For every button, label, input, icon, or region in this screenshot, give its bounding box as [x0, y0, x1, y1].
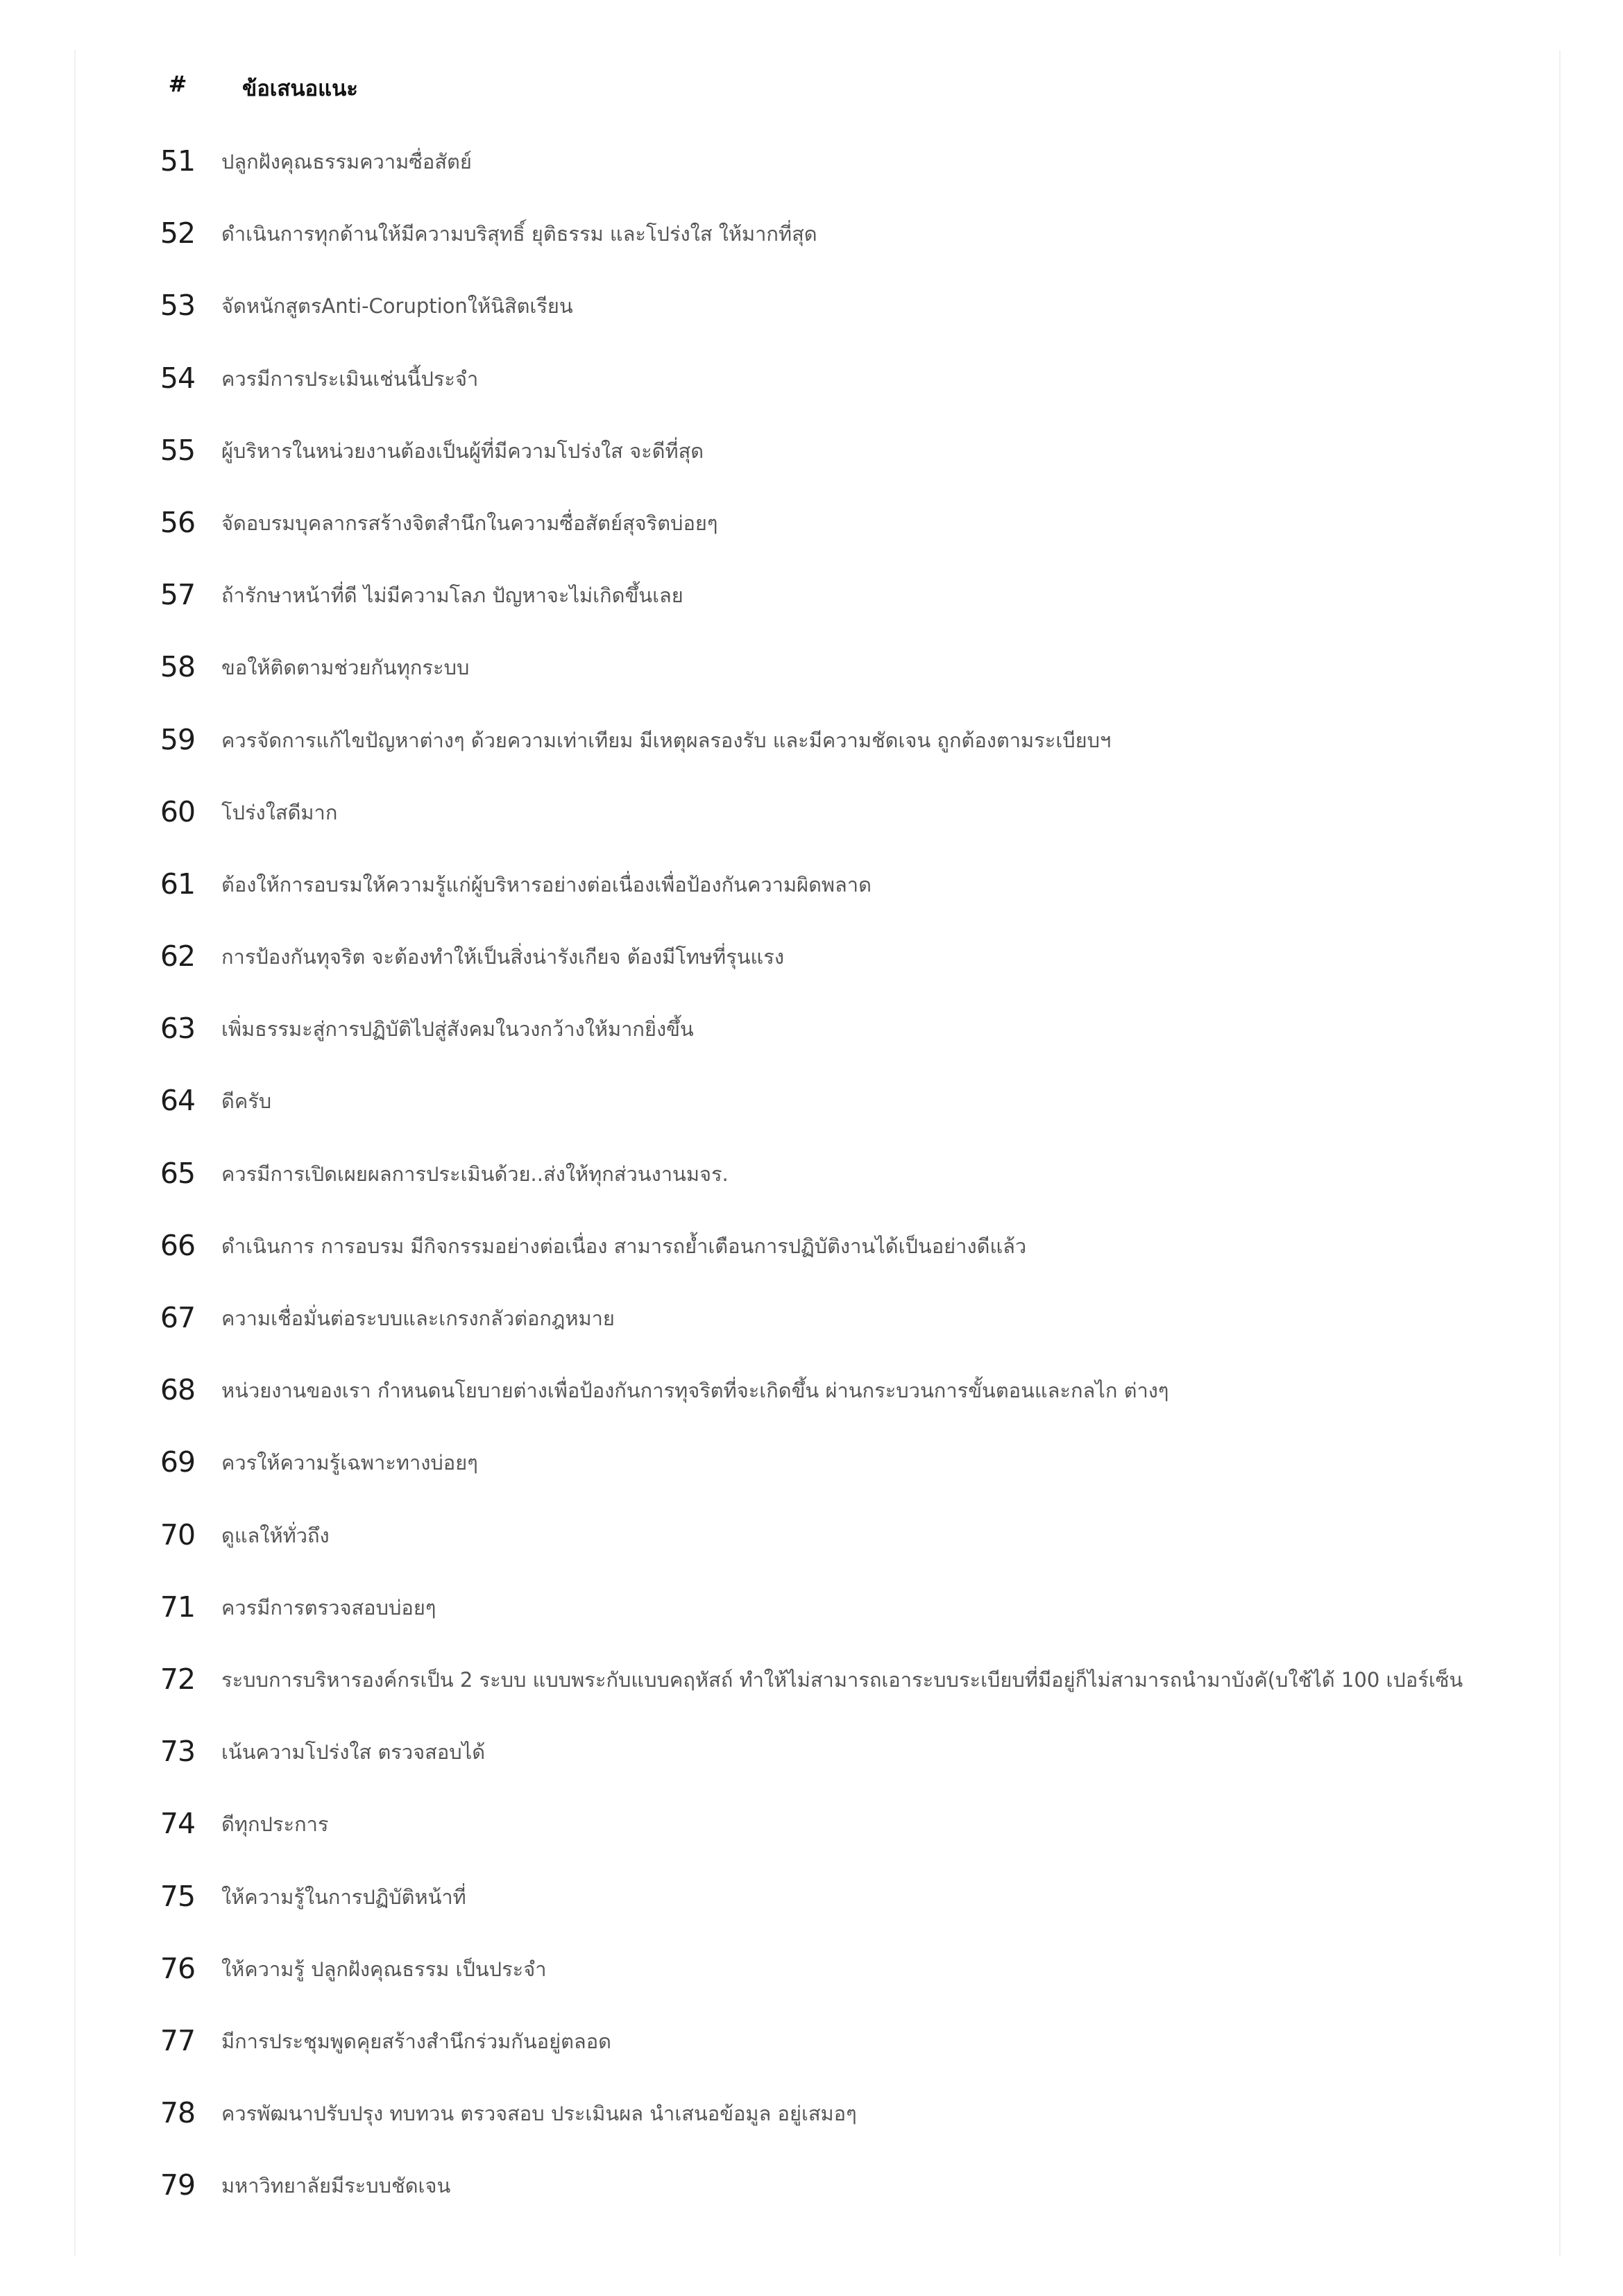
table-row	[76, 1999, 1559, 2071]
row-suggestion-text: ดำเนินการทุกด้านให้มีความบริสุทธิ์ ยุติธรรม และโปร่งใส ให้มากที่สุด	[221, 222, 817, 246]
row-number: 54	[160, 361, 196, 395]
table-row	[76, 625, 1559, 697]
table-row	[76, 2143, 1559, 2216]
row-number: 59	[160, 722, 196, 756]
table-row	[76, 409, 1559, 481]
row-suggestion-text: การป้องกันทุจริต จะต้องทำให้เป็นสิ่งน่ารังเกียจ ต้องมีโทษที่รุนแรง	[221, 945, 784, 969]
row-suggestion-text: ความเชื่อมั่นต่อระบบและเกรงกลัวต่อกฎหมาย	[221, 1307, 615, 1330]
row-number: 67	[160, 1301, 196, 1334]
row-suggestion-text: ดีครับ	[221, 1089, 272, 1114]
column-header-number: #	[168, 71, 187, 97]
table-row	[76, 842, 1559, 915]
table-row	[76, 1132, 1559, 1204]
row-number: 75	[160, 1879, 196, 1913]
row-number: 53	[160, 289, 196, 323]
suggestions-sheet	[74, 50, 1561, 2256]
table-row	[76, 2071, 1559, 2143]
table-row	[76, 119, 1559, 192]
row-suggestion-text: ต้องให้การอบรมให้ความรู้แก่ผู้บริหารอย่างต่อเนื่องเพื่อป้องกันความผิดพลาด	[221, 872, 872, 896]
row-suggestion-text: เน้นความโปร่งใส ตรวจสอบได้	[221, 1740, 486, 1764]
row-number: 76	[160, 1951, 196, 1985]
row-number: 79	[160, 2168, 196, 2202]
row-suggestion-text: ควรมีการตรวจสอบบ่อยๆ	[221, 1595, 436, 1619]
row-suggestion-text: ดีทุกประการ	[221, 1812, 329, 1837]
table-row	[76, 1420, 1559, 1493]
table-row	[76, 915, 1559, 987]
table-row	[76, 698, 1559, 770]
row-suggestion-text: จัดหนักสูตรAnti-Coruptionให้นิสิตเรียน	[221, 294, 573, 318]
row-number: 65	[160, 1156, 196, 1190]
table-row	[76, 1638, 1559, 1710]
row-number: 69	[160, 1445, 196, 1479]
table-row	[76, 1565, 1559, 1638]
row-suggestion-text: มหาวิทยาลัยมีระบบชัดเจน	[221, 2174, 451, 2198]
row-number: 71	[160, 1590, 196, 1624]
row-number: 58	[160, 650, 196, 684]
table-row	[76, 192, 1559, 264]
table-row	[76, 337, 1559, 409]
row-number: 60	[160, 794, 196, 828]
table-row	[76, 1348, 1559, 1420]
row-suggestion-text: ควรพัฒนาปรับปรุง ทบทวน ตรวจสอบ ประเมินผล นำเสนอข้อมูล อยู่เสมอๆ	[221, 2102, 857, 2126]
table-row	[76, 1493, 1559, 1565]
row-number: 61	[160, 867, 196, 901]
row-number: 63	[160, 1012, 196, 1046]
table-row	[76, 1059, 1559, 1131]
row-number: 77	[160, 2023, 196, 2057]
row-suggestion-text: ควรมีการเปิดเผยผลการประเมินด้วย..ส่งให้ทุกส่วนงานมจร.	[221, 1162, 729, 1186]
row-number: 78	[160, 2096, 196, 2130]
row-number: 62	[160, 939, 196, 973]
row-suggestion-text: โปร่งใสดีมาก	[221, 800, 338, 824]
table-row	[76, 264, 1559, 336]
table-row	[76, 1276, 1559, 1348]
table-row	[76, 1927, 1559, 1999]
row-suggestion-text: ควรให้ความรู้เฉพาะทางบ่อยๆ	[221, 1451, 478, 1475]
row-suggestion-text: ผู้บริหารในหน่วยงานต้องเป็นผู้ที่มีความโปร่งใส จะดีที่สุด	[221, 439, 704, 463]
table-row	[76, 481, 1559, 553]
row-suggestion-text: ปลูกฝังคุณธรรมความซื่อสัตย์	[221, 150, 472, 173]
table-row	[76, 987, 1559, 1059]
row-suggestion-text: เพิ่มธรรมะสู่การปฏิบัติไปสู่สังคมในวงกว้างให้มากยิ่งขึ้น	[221, 1017, 694, 1041]
row-number: 68	[160, 1373, 196, 1407]
row-suggestion-text: ดูแลให้ทั่วถึง	[221, 1523, 330, 1547]
row-suggestion-text: ให้ความรู้ ปลูกฝังคุณธรรม เป็นประจำ	[221, 1957, 547, 1981]
row-number: 72	[160, 1662, 196, 1696]
row-suggestion-text: ถ้ารักษาหน้าที่ดี ไม่มีความโลภ ปัญหาจะไม่เกิดขึ้นเลย	[221, 584, 683, 608]
row-suggestion-text: ควรจัดการแก้ไขปัญหาต่างๆ ด้วยความเท่าเทียม มีเหตุผลรองรับ และมีความชัดเจน ถูกต้องตามระเบียบฯ	[221, 728, 1112, 752]
row-suggestion-text: หน่วยงานของเรา กำหนดนโยบายต่างเพื่อป้องกันการทุจริตที่จะเกิดขึ้น ผ่านกระบวนการขั้นตอนและกลไก ต่างๆ	[221, 1379, 1169, 1403]
row-number: 74	[160, 1807, 196, 1841]
row-number: 70	[160, 1517, 196, 1551]
row-number: 56	[160, 505, 196, 539]
row-number: 73	[160, 1735, 196, 1769]
table-row	[76, 1855, 1559, 1927]
row-suggestion-text: ขอให้ติดตามช่วยกันทุกระบบ	[221, 656, 470, 680]
row-suggestion-text: ดำเนินการ การอบรม มีกิจกรรมอย่างต่อเนื่อง สามารถย้ำเตือนการปฏิบัติงานได้เป็นอย่างดีแล้ว	[221, 1234, 1027, 1258]
row-number: 64	[160, 1084, 196, 1118]
suggestions-list	[76, 119, 1559, 2216]
row-suggestion-text: ให้ความรู้ในการปฏิบัติหน้าที่	[221, 1885, 466, 1909]
row-suggestion-text: จัดอบรมบุคลากรสร้างจิตสำนึกในความซื่อสัตย์สุจริตบ่อยๆ	[221, 511, 718, 535]
table-row	[76, 553, 1559, 625]
column-header-suggestion: ข้อเสนอแนะ	[242, 76, 358, 101]
row-number: 55	[160, 433, 196, 467]
row-number: 51	[160, 144, 196, 178]
table-row	[76, 1710, 1559, 1782]
row-suggestion-text: มีการประชุมพูดคุยสร้างสำนึกร่วมกันอยู่ตลอด	[221, 2029, 611, 2053]
table-header	[76, 50, 1559, 119]
row-number: 66	[160, 1228, 196, 1262]
row-suggestion-text: ควรมีการประเมินเช่นนี้ประจำ	[221, 366, 479, 391]
row-number: 52	[160, 216, 196, 250]
table-row	[76, 1204, 1559, 1276]
row-number: 57	[160, 578, 196, 612]
row-suggestion-text: ระบบการบริหารองค์กรเป็น 2 ระบบ แบบพระกับแบบคฤหัสถ์ ทำให้ไม่สามารถเอาระบบระเบียบที่มีอยู่ก็ไม่สามารถนำมาบังคั(บใช้ได้ 100 เปอร์เซ็น	[221, 1667, 1463, 1692]
table-row	[76, 770, 1559, 842]
table-row	[76, 1782, 1559, 1854]
